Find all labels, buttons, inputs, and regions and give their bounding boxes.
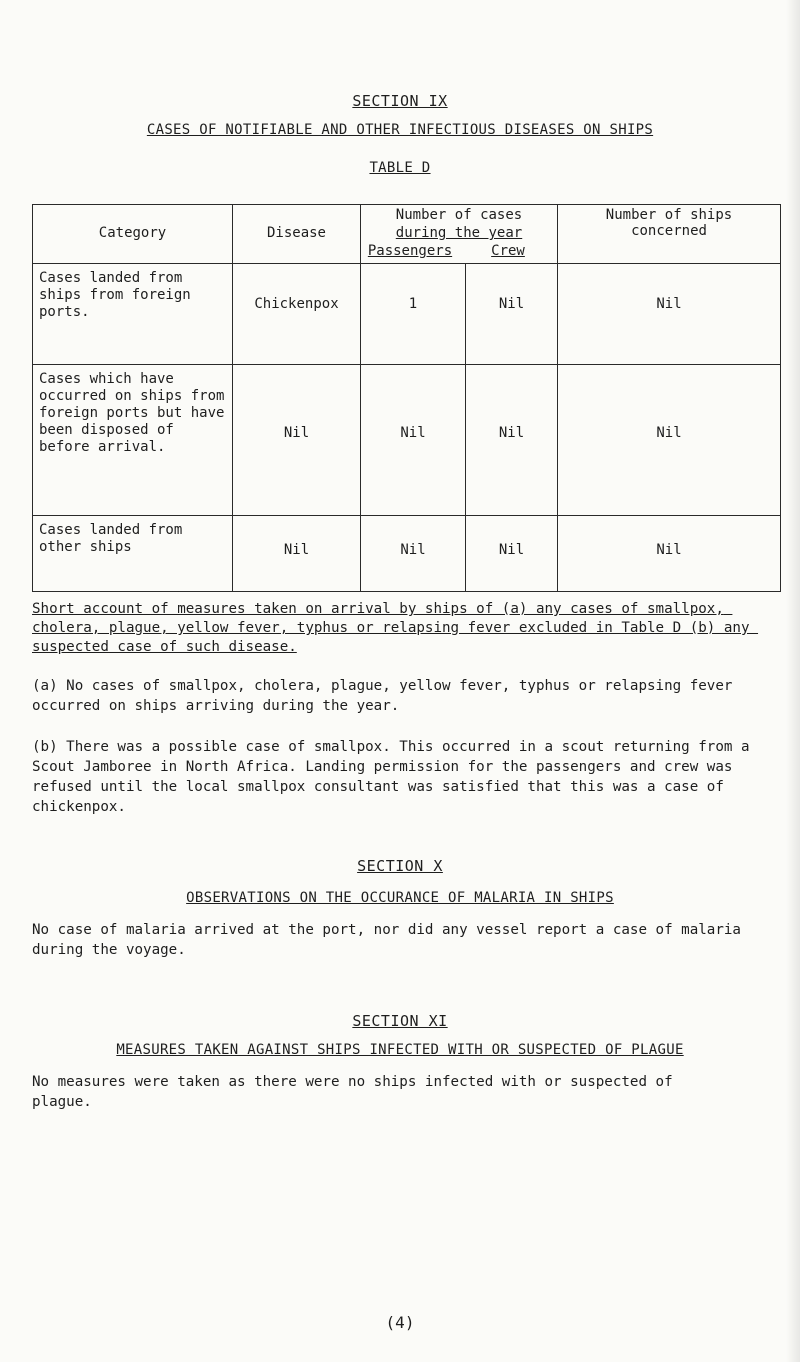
table-header-row [33,205,781,264]
section-ix-heading: SECTION IX [352,92,448,110]
short-account-text: Short account of measures taken on arrival by ships of (a) any cases of smallpox, cholera, plague, yellow fever, typhus or relapsing fever excluded in Table D (b) any suspected case of such disease. [32,601,759,655]
section-x-body: No case of malaria arrived at the port, nor did any vessel report a case of malaria during the voyage. [32,922,750,958]
row-passengers: 1 [408,296,418,312]
header-number-of-cases: Number of cases during the year Passengers Crew [361,205,558,264]
table-d-title: TABLE D [369,160,431,176]
row-disease: Nil [283,542,310,558]
row-disease: Chickenpox [254,296,339,312]
row-disease: Nil [283,425,310,441]
section-xi-body: No measures were taken as there were no ships infected with or suspected of plague. [32,1074,682,1110]
row-crew: Nil [498,425,525,441]
section-xi-heading: SECTION XI [352,1012,448,1030]
header-crew: Crew [491,243,525,259]
row-crew: Nil [498,542,525,558]
row-passengers: Nil [400,542,426,558]
section-xi-subheading: MEASURES TAKEN AGAINST SHIPS INFECTED WITH OR SUSPECTED OF PLAGUE [116,1042,684,1058]
note-b-text: (b) There was a possible case of smallpox. This occurred in a scout returning from a Scout Jamboree in North Africa. Landing permission for the passengers and crew was refused until the local smallpox consultant was satisfied that this was a case of chickenpox. [32,739,759,815]
table-d [32,204,780,592]
header-passengers: Passengers [367,243,453,259]
page-number: (4) [385,1313,415,1332]
row-passengers: Nil [400,425,426,441]
page-edge-shadow [786,0,800,1362]
row-ships: Nil [656,425,682,441]
table-row [33,516,781,592]
table-row [33,264,781,365]
section-ix-subheading: CASES OF NOTIFIABLE AND OTHER INFECTIOUS DISEASES ON SHIPS [146,122,654,138]
row-ships: Nil [656,296,682,312]
row-category: Cases landed from ships from foreign ports. [39,270,191,320]
table-row [33,365,781,516]
header-ships: Number of ships concerned [558,205,781,264]
section-x-heading: SECTION X [357,857,443,875]
section-x-subheading: OBSERVATIONS ON THE OCCURANCE OF MALARIA IN SHIPS [186,890,614,906]
row-category: Cases landed from other ships [39,522,183,555]
header-disease: Disease [233,205,361,264]
note-a-text: (a) No cases of smallpox, cholera, plague, yellow fever, typhus or relapsing fever occurred on ships arriving during the year. [32,678,741,714]
header-category: Category [33,205,233,264]
row-ships: Nil [656,542,682,558]
row-category: Cases which have occurred on ships from foreign ports but have been disposed of before arrival. [39,371,225,455]
row-crew: Nil [498,296,525,312]
